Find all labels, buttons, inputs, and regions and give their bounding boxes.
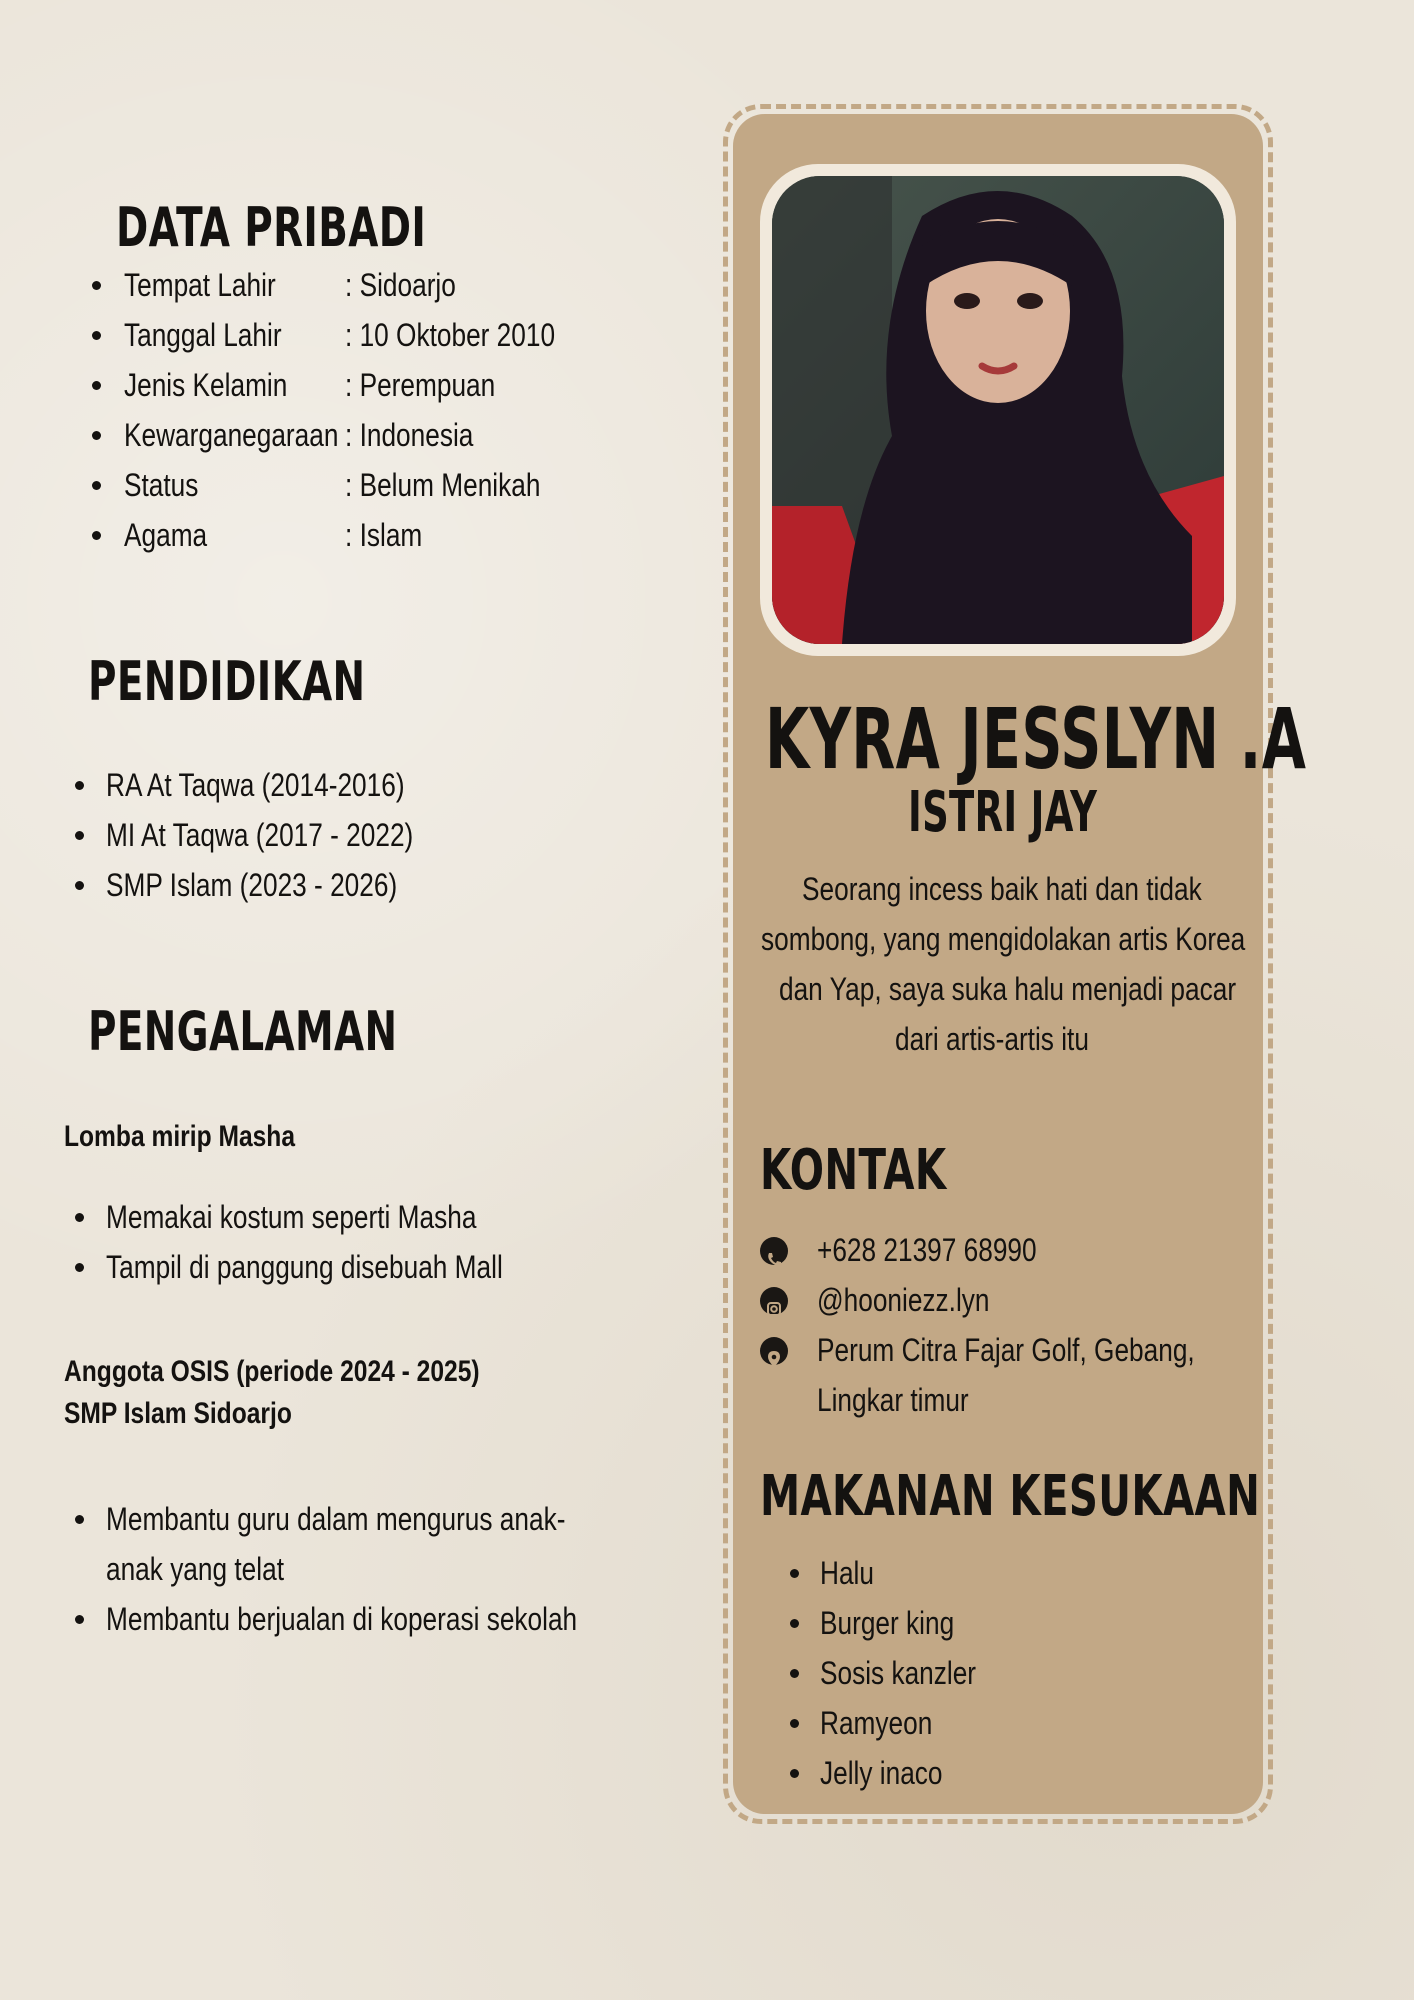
- list-item: [92, 510, 612, 560]
- bullet: [92, 481, 101, 490]
- pendidikan-title: PENDIDIKAN: [88, 650, 366, 713]
- data-pribadi-title: DATA PRIBADI: [116, 196, 427, 259]
- bullet: [75, 881, 84, 890]
- field-label: Jenis Kelamin: [124, 367, 288, 403]
- list-item: [92, 260, 612, 310]
- experience-item: Tampil di panggung disebuah Mall: [106, 1249, 503, 1285]
- bullet: [790, 1569, 799, 1578]
- contact-address: [760, 1325, 1240, 1425]
- field-label: Tempat Lahir: [124, 267, 276, 303]
- list-item: [75, 1242, 635, 1292]
- address-line: Lingkar timur: [817, 1382, 969, 1418]
- list-item: [75, 1594, 675, 1644]
- portrait-illustration: [772, 176, 1224, 644]
- bullet: [75, 1615, 84, 1624]
- experience-heading: Lomba mirip Masha: [64, 1120, 296, 1153]
- experience-item: Membantu guru dalam mengurus anak-: [106, 1501, 566, 1537]
- field-value: : Sidoarjo: [345, 267, 456, 303]
- bullet: [790, 1769, 799, 1778]
- list-item: [75, 1494, 675, 1594]
- list-item: [92, 310, 612, 360]
- pengalaman-title: PENGALAMAN: [88, 1000, 398, 1063]
- field-value: : Islam: [345, 517, 423, 553]
- field-label: Agama: [124, 517, 208, 553]
- list-item: [790, 1598, 1230, 1648]
- bullet: [790, 1669, 799, 1678]
- address-line: Perum Citra Fajar Golf, Gebang,: [817, 1332, 1195, 1368]
- instagram-icon: [760, 1287, 788, 1315]
- phone-number: +628 21397 68990: [817, 1232, 1037, 1268]
- bullet: [92, 531, 101, 540]
- experience-heading-line-2: SMP Islam Sidoarjo: [64, 1397, 292, 1430]
- bio-line: sombong, yang mengidolakan artis Korea: [761, 921, 1246, 957]
- education-item: SMP Islam (2023 - 2026): [106, 867, 398, 903]
- list-item: [92, 410, 612, 460]
- bullet: [92, 331, 101, 340]
- contact-instagram: [760, 1275, 1240, 1325]
- bullet: [92, 431, 101, 440]
- bullet: [75, 831, 84, 840]
- profile-name: KYRA JESSLYN .A: [765, 690, 1307, 788]
- education-item: MI At Taqwa (2017 - 2022): [106, 817, 414, 853]
- bullet: [790, 1619, 799, 1628]
- list-item: [75, 860, 635, 910]
- list-item: [75, 1192, 635, 1242]
- bullet: [75, 1263, 84, 1272]
- field-value: : Belum Menikah: [345, 467, 541, 503]
- food-item: Sosis kanzler: [820, 1655, 977, 1691]
- experience-item: Memakai kostum seperti Masha: [106, 1199, 477, 1235]
- list-item: [790, 1698, 1230, 1748]
- field-label: Status: [124, 467, 199, 503]
- phone-icon: [760, 1237, 788, 1265]
- food-item: Burger king: [820, 1605, 955, 1641]
- food-item: Halu: [820, 1555, 874, 1591]
- bio-line: dan Yap, saya suka halu menjadi pacar: [779, 971, 1237, 1007]
- field-value: : Perempuan: [345, 367, 496, 403]
- list-item: [790, 1648, 1230, 1698]
- profile-photo: [772, 176, 1224, 644]
- field-label: Kewarganegaraan: [124, 417, 339, 453]
- list-item: [75, 760, 635, 810]
- location-pin-icon: [760, 1337, 788, 1365]
- field-value: : Indonesia: [345, 417, 474, 453]
- bullet: [790, 1719, 799, 1728]
- list-item: [92, 460, 612, 510]
- experience-item-continued: anak yang telat: [106, 1551, 284, 1587]
- food-item: Ramyeon: [820, 1705, 933, 1741]
- list-item: [790, 1748, 1230, 1798]
- experience-heading: Anggota OSIS (periode 2024 - 2025): [64, 1355, 480, 1388]
- bullet: [75, 1515, 84, 1524]
- list-item: [790, 1548, 1230, 1598]
- bullet: [75, 1213, 84, 1222]
- bullet: [75, 781, 84, 790]
- bio-line: Seorang incess baik hati dan tidak: [802, 871, 1202, 907]
- field-value: : 10 Oktober 2010: [345, 317, 556, 353]
- field-label: Tanggal Lahir: [124, 317, 282, 353]
- profile-subtitle: ISTRI JAY: [908, 780, 1098, 845]
- bullet: [92, 381, 101, 390]
- list-item: [75, 810, 635, 860]
- instagram-handle: @hooniezz.lyn: [817, 1282, 990, 1318]
- education-item: RA At Taqwa (2014-2016): [106, 767, 405, 803]
- experience-item: Membantu berjualan di koperasi sekolah: [106, 1601, 578, 1637]
- makanan-title: MAKANAN KESUKAAN: [760, 1464, 1261, 1529]
- bio-line: dari artis-artis itu: [895, 1021, 1089, 1057]
- list-item: [92, 360, 612, 410]
- contact-phone: [760, 1225, 1240, 1275]
- bullet: [92, 281, 101, 290]
- kontak-title: KONTAK: [760, 1138, 947, 1203]
- food-item: Jelly inaco: [820, 1755, 943, 1791]
